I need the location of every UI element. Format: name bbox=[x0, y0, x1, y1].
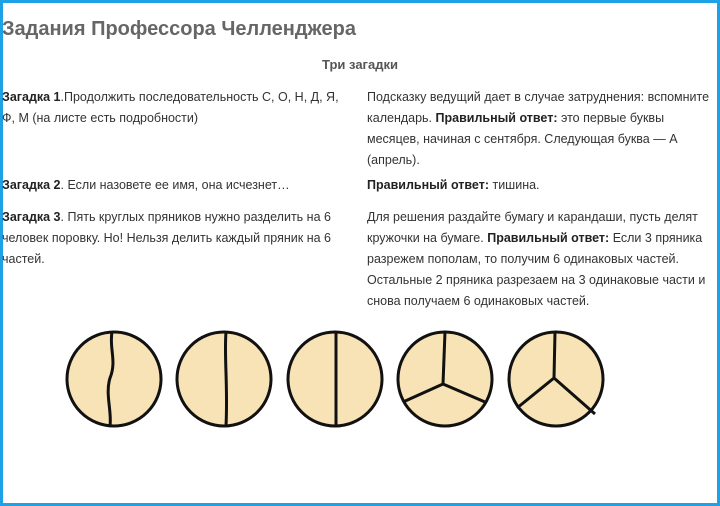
riddle-1-hint: Подсказку ведущий дает в случае затруднения: вспомните календарь. bbox=[367, 90, 710, 125]
page-title: Задания Профессора Челленджера bbox=[2, 18, 356, 40]
riddle-1-answer bbox=[367, 87, 717, 171]
riddle-3-answer-text: Если 3 пряника разрежем пополам, то получим 6 одинаковых частей. Остальные 2 пряника разрезаем на 3 одинаковые части и снова получаем 6 одинаковых частей. bbox=[367, 231, 706, 308]
riddle-3-answer bbox=[367, 207, 717, 312]
riddle-1-text: .Продолжить последовательность С, О, Н, Д, Я, Ф, М (на листе есть подробности) bbox=[2, 90, 339, 125]
riddle-2-label: Загадка 2 bbox=[2, 178, 61, 192]
riddle-3-label: Загадка 3 bbox=[2, 210, 61, 224]
riddle-2-text: . Если назовете ее имя, она исчезнет… bbox=[60, 178, 290, 192]
riddle-2-answer-label: Правильный ответ: bbox=[367, 178, 489, 192]
gingerbread-cut-half-3 bbox=[288, 332, 382, 426]
section-subtitle: Три загадки bbox=[322, 57, 398, 72]
riddle-1-question bbox=[2, 87, 347, 129]
gingerbread-cut-thirds-2 bbox=[509, 332, 603, 426]
gingerbread-cut-thirds-1 bbox=[398, 332, 492, 426]
riddle-1-answer-text: это первые буквы месяцев, начиная с сентября. Следующая буква — А (апрель). bbox=[367, 111, 678, 167]
gingerbread-cut-half-1 bbox=[67, 332, 161, 426]
riddle-3-text: . Пять круглых пряников нужно разделить на 6 человек поровку. Но! Нельзя делить каждый пряник на 6 частей. bbox=[2, 210, 331, 266]
riddle-1-label: Загадка 1 bbox=[2, 90, 61, 104]
gingerbread-illustration bbox=[60, 326, 620, 436]
riddle-3-answer-label: Правильный ответ: bbox=[487, 231, 610, 245]
riddle-2-question bbox=[2, 175, 347, 196]
gingerbread-cut-half-2 bbox=[177, 332, 271, 426]
riddle-3-question bbox=[2, 207, 347, 270]
riddle-2-answer-text: тишина. bbox=[489, 178, 540, 192]
riddle-3-hint: Для решения раздайте бумагу и карандаши, пусть делят кружочки на бумаге. bbox=[367, 210, 698, 245]
riddle-1-answer-label: Правильный ответ: bbox=[435, 111, 558, 125]
riddle-2-answer bbox=[367, 175, 717, 196]
